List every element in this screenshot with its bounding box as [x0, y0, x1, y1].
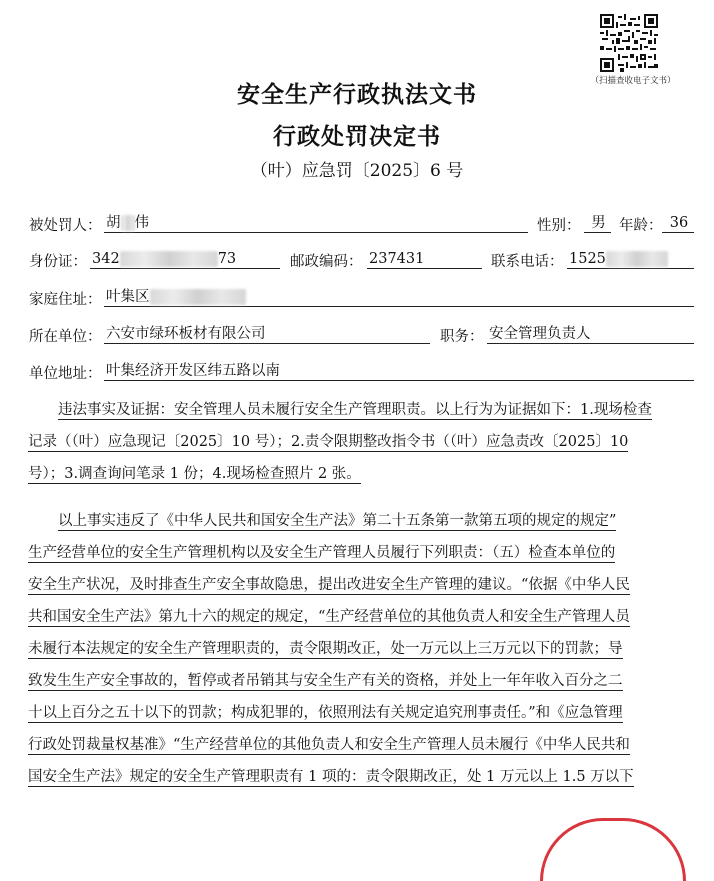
violation-line [28, 665, 694, 697]
age-value: 36 [662, 213, 694, 233]
redaction-mark [121, 215, 135, 231]
violation-line [28, 761, 694, 793]
violation-line [28, 537, 694, 569]
violation-line-text: 以上事实违反了《中华人民共和国安全生产法》第二十五条第一款第五项的规定的规定” [58, 513, 617, 529]
gender-value: 男 [584, 213, 611, 233]
official-seal [540, 818, 686, 881]
facts-line [28, 426, 694, 458]
violation-line [28, 729, 694, 761]
employer-label: 所在单位： [29, 329, 102, 345]
facts-line-text: 记录（（叶）应急现记〔2025〕10 号）；2.责令限期整改指令书（（叶）应急责改〔2025〕10 [28, 434, 629, 450]
qr-code [600, 14, 658, 72]
employer-address-label: 单位地址： [29, 366, 102, 382]
violation-line [28, 633, 694, 665]
violation-paragraph [28, 505, 694, 793]
violation-line-text: 行政处罚裁量权基准》“生产经营单位的其他负责人和安全生产管理人员未履行《中华人民共和 [28, 737, 630, 753]
party-name-first: 胡 [106, 215, 121, 231]
employer-address-value: 叶集经济开发区纬五路以南 [104, 361, 694, 381]
violation-line-text: 共和国安全生产法》第九十六的规定的规定，“生产经营单位的其他负责人和安全生产管理人员 [28, 609, 630, 625]
gender-label: 性别： [537, 218, 581, 234]
violation-line-text: 安全生产状况，及时排查生产安全事故隐患，提出改进安全生产管理的建议。“依据《中华人民 [28, 577, 630, 593]
violation-line [28, 505, 694, 537]
qr-caption: （扫描查收电子文书） [590, 76, 676, 86]
facts-line [28, 458, 694, 490]
position-label: 职务： [440, 329, 484, 345]
violation-line [28, 697, 694, 729]
party-name-last: 伟 [134, 215, 149, 231]
facts-line [28, 394, 694, 426]
violation-line-text: 未履行本法规定的安全生产管理职责的，责令限期改正，处一万元以上三万元以下的罚款；导 [28, 641, 623, 657]
violation-line [28, 601, 694, 633]
facts-line-text: 违法事实及证据：安全管理人员未履行安全生产管理职责。以上行为为证据如下：1.现场检查 [58, 402, 652, 418]
id-prefix: 342 [92, 251, 120, 267]
facts-line-text: 号）；3.调查询问笔录 1 份；4.现场检查照片 2 张。 [28, 466, 361, 482]
violation-line-text: 致发生生产安全事故的，暂停或者吊销其与安全生产有关的资格，并处上一年年收入百分之二 [28, 673, 623, 689]
party-label: 被处罚人： [29, 218, 102, 234]
document-title: 行政处罚决定书 [273, 123, 441, 150]
id-value [90, 249, 280, 269]
party-value [104, 213, 528, 233]
address-text: 叶集区 [106, 289, 150, 305]
redaction-mark [120, 251, 218, 267]
postcode-value: 237431 [367, 249, 482, 269]
redaction-mark [606, 251, 668, 267]
violation-line-text: 十以上百分之五十以下的罚款；构成犯罪的，依照刑法有关规定追究刑事责任。”和《应急管理 [28, 705, 623, 721]
address-label: 家庭住址： [29, 292, 102, 308]
document-number: （叶）应急罚〔2025〕6 号 [250, 161, 464, 181]
document-series-title: 安全生产行政执法文书 [237, 81, 477, 108]
id-suffix: 73 [217, 251, 237, 267]
address-value [104, 287, 694, 307]
position-value: 安全管理负责人 [487, 324, 694, 344]
violation-line-text: 国安全生产法》规定的安全生产管理职责有 1 项的：责令限期改正，处 1 万元以上 1.5 万以下 [28, 769, 634, 785]
phone-value [567, 249, 694, 269]
id-label: 身份证： [29, 254, 87, 270]
violation-line-text: 生产经营单位的安全生产管理机构以及安全生产管理人员履行下列职责：（五）检查本单位的 [28, 545, 616, 561]
redaction-mark [150, 289, 246, 305]
phone-prefix: 1525 [569, 251, 606, 267]
postcode-label: 邮政编码： [290, 254, 363, 270]
employer-value: 六安市绿环板材有限公司 [104, 324, 430, 344]
age-label: 年龄： [619, 218, 663, 234]
facts-paragraph [28, 394, 694, 490]
phone-label: 联系电话： [491, 254, 564, 270]
violation-line [28, 569, 694, 601]
